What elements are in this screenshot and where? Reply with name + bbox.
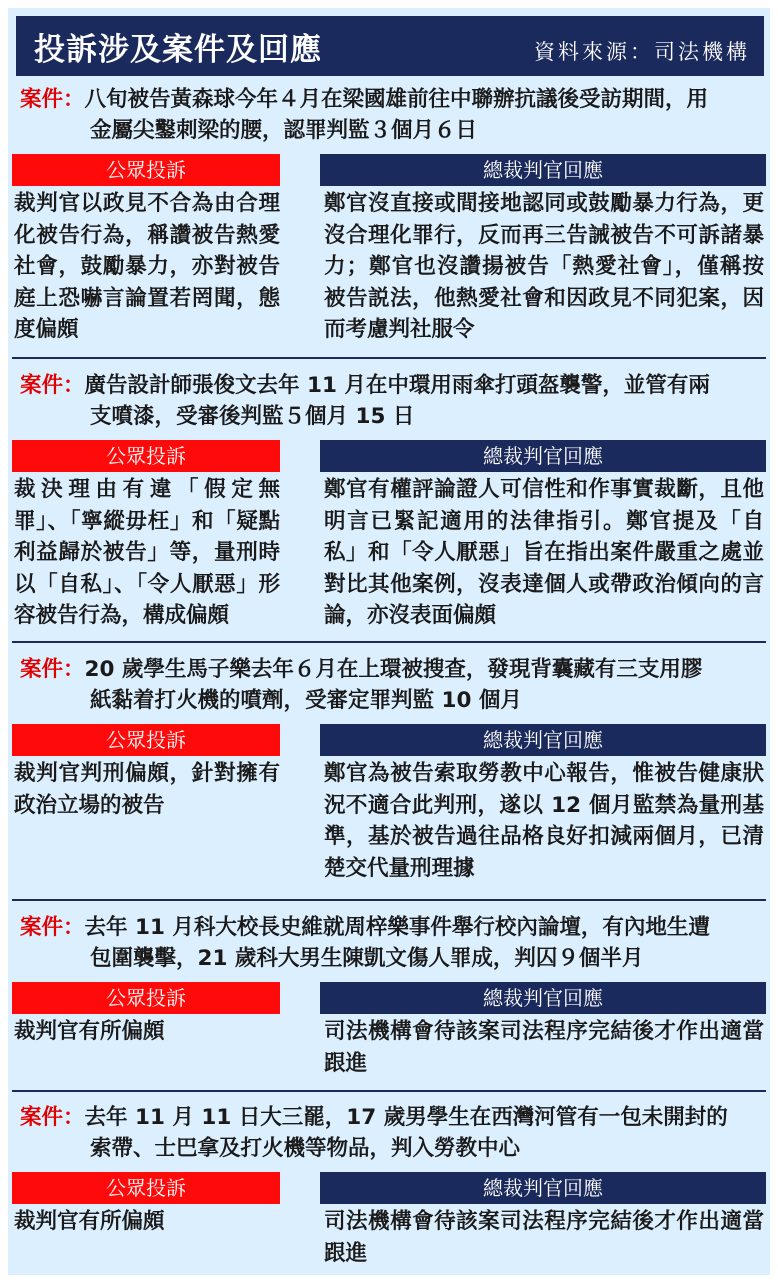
case-line-2: 包圍襲擊，21 歲科大男生陳凱文傷人罪成，判囚９個半月 xyxy=(90,946,644,971)
case-description xyxy=(20,654,762,716)
case-line-1: 20 歲學生馬子樂去年６月在上環被搜查，發現背囊藏有三支用膠 xyxy=(84,657,703,682)
complaint-text: 裁決理由有違「假定無罪」、「寧縱毋枉」和「疑點利益歸於被告」等，量刑時以「自私」、「令人厭惡」形容被告行為，構成偏頗 xyxy=(14,477,280,628)
case-description xyxy=(20,84,762,146)
case-line-1: 去年 11 月科大校長史維就周梓樂事件舉行校內論壇，有內地生遭 xyxy=(84,915,710,940)
infographic-panel xyxy=(8,8,770,1275)
chief-magistrate-response-bar: 總裁判官回應 xyxy=(320,724,766,756)
case-label: 案件： xyxy=(20,373,85,398)
case-line-1: 八旬被告黃森球今年４月在梁國雄前往中聯辦抗議後受訪期間，用 xyxy=(84,87,709,112)
section-divider xyxy=(12,1090,766,1092)
case-description xyxy=(20,1102,762,1164)
case-description xyxy=(20,370,762,432)
response-text: 鄭官有權評論證人可信性和作事實裁斷，且他明言已緊記適用的法律指引。鄭官提及「自私」和「令人厭惡」旨在指出案件嚴重之處並對比其他案例，沒表達個人或帶政治傾向的言論，亦沒表面偏頗 xyxy=(324,477,764,628)
case-line-2: 支噴漆，受審後判監５個月 15 日 xyxy=(90,404,415,429)
public-complaint-bar: 公眾投訴 xyxy=(12,154,280,186)
response-text: 司法機構會待該案司法程序完結後才作出適當跟進 xyxy=(324,1019,764,1076)
source-credit: 資料來源：司法機構 xyxy=(534,40,750,64)
complaint-text: 裁判官判刑偏頗，針對擁有政治立場的被告 xyxy=(14,761,280,818)
public-complaint-bar: 公眾投訴 xyxy=(12,982,280,1014)
chief-magistrate-response-bar: 總裁判官回應 xyxy=(320,1172,766,1204)
header-bar xyxy=(16,16,764,76)
case-description xyxy=(20,912,762,974)
response-text: 鄭官為被告索取勞教中心報告，惟被告健康狀況不適合此判刑，遂以 12 個月監禁為量刑基準，基於被告過往品格良好扣減兩個月，已清楚交代量刑理據 xyxy=(324,761,764,881)
section-divider xyxy=(12,357,766,359)
case-line-2: 金屬尖鑿刺梁的腰，認罪判監３個月６日 xyxy=(90,118,478,143)
complaint-text: 裁判官有所偏頗 xyxy=(14,1209,165,1234)
case-label: 案件： xyxy=(20,87,85,112)
chief-magistrate-response-bar: 總裁判官回應 xyxy=(320,154,766,186)
response-text: 司法機構會待該案司法程序完結後才作出適當跟進 xyxy=(324,1209,764,1266)
section-divider xyxy=(12,899,766,901)
case-line-2: 索帶、士巴拿及打火機等物品，判入勞教中心 xyxy=(90,1136,521,1161)
section-divider xyxy=(12,641,766,643)
case-line-1: 去年 11 月 11 日大三罷，17 歲男學生在西灣河管有一包未開封的 xyxy=(84,1105,728,1130)
complaint-text: 裁判官以政見不合為由合理化被告行為，稱讚被告熱愛社會，鼓勵暴力，亦對被告庭上恐嚇言論置若罔聞，態度偏頗 xyxy=(14,191,280,342)
case-label: 案件： xyxy=(20,657,85,682)
chief-magistrate-response-bar: 總裁判官回應 xyxy=(320,982,766,1014)
case-line-2: 紙黏着打火機的噴劑，受審定罪判監 10 個月 xyxy=(90,688,522,713)
public-complaint-bar: 公眾投訴 xyxy=(12,1172,280,1204)
case-line-1: 廣告設計師張俊文去年 11 月在中環用雨傘打頭盔襲警，並管有兩 xyxy=(84,373,710,398)
complaint-text: 裁判官有所偏頗 xyxy=(14,1019,165,1044)
page-title: 投訴涉及案件及回應 xyxy=(34,32,322,68)
response-text: 鄭官沒直接或間接地認同或鼓勵暴力行為，更沒合理化罪行，反而再三告誡被告不可訴諸暴力；鄭官也沒讚揚被告「熱愛社會」，僅稱按被告説法，他熱愛社會和因政見不同犯案，因而考慮判社服令 xyxy=(324,191,764,342)
public-complaint-bar: 公眾投訴 xyxy=(12,724,280,756)
public-complaint-bar: 公眾投訴 xyxy=(12,440,280,472)
chief-magistrate-response-bar: 總裁判官回應 xyxy=(320,440,766,472)
case-label: 案件： xyxy=(20,1105,85,1130)
case-label: 案件： xyxy=(20,915,85,940)
